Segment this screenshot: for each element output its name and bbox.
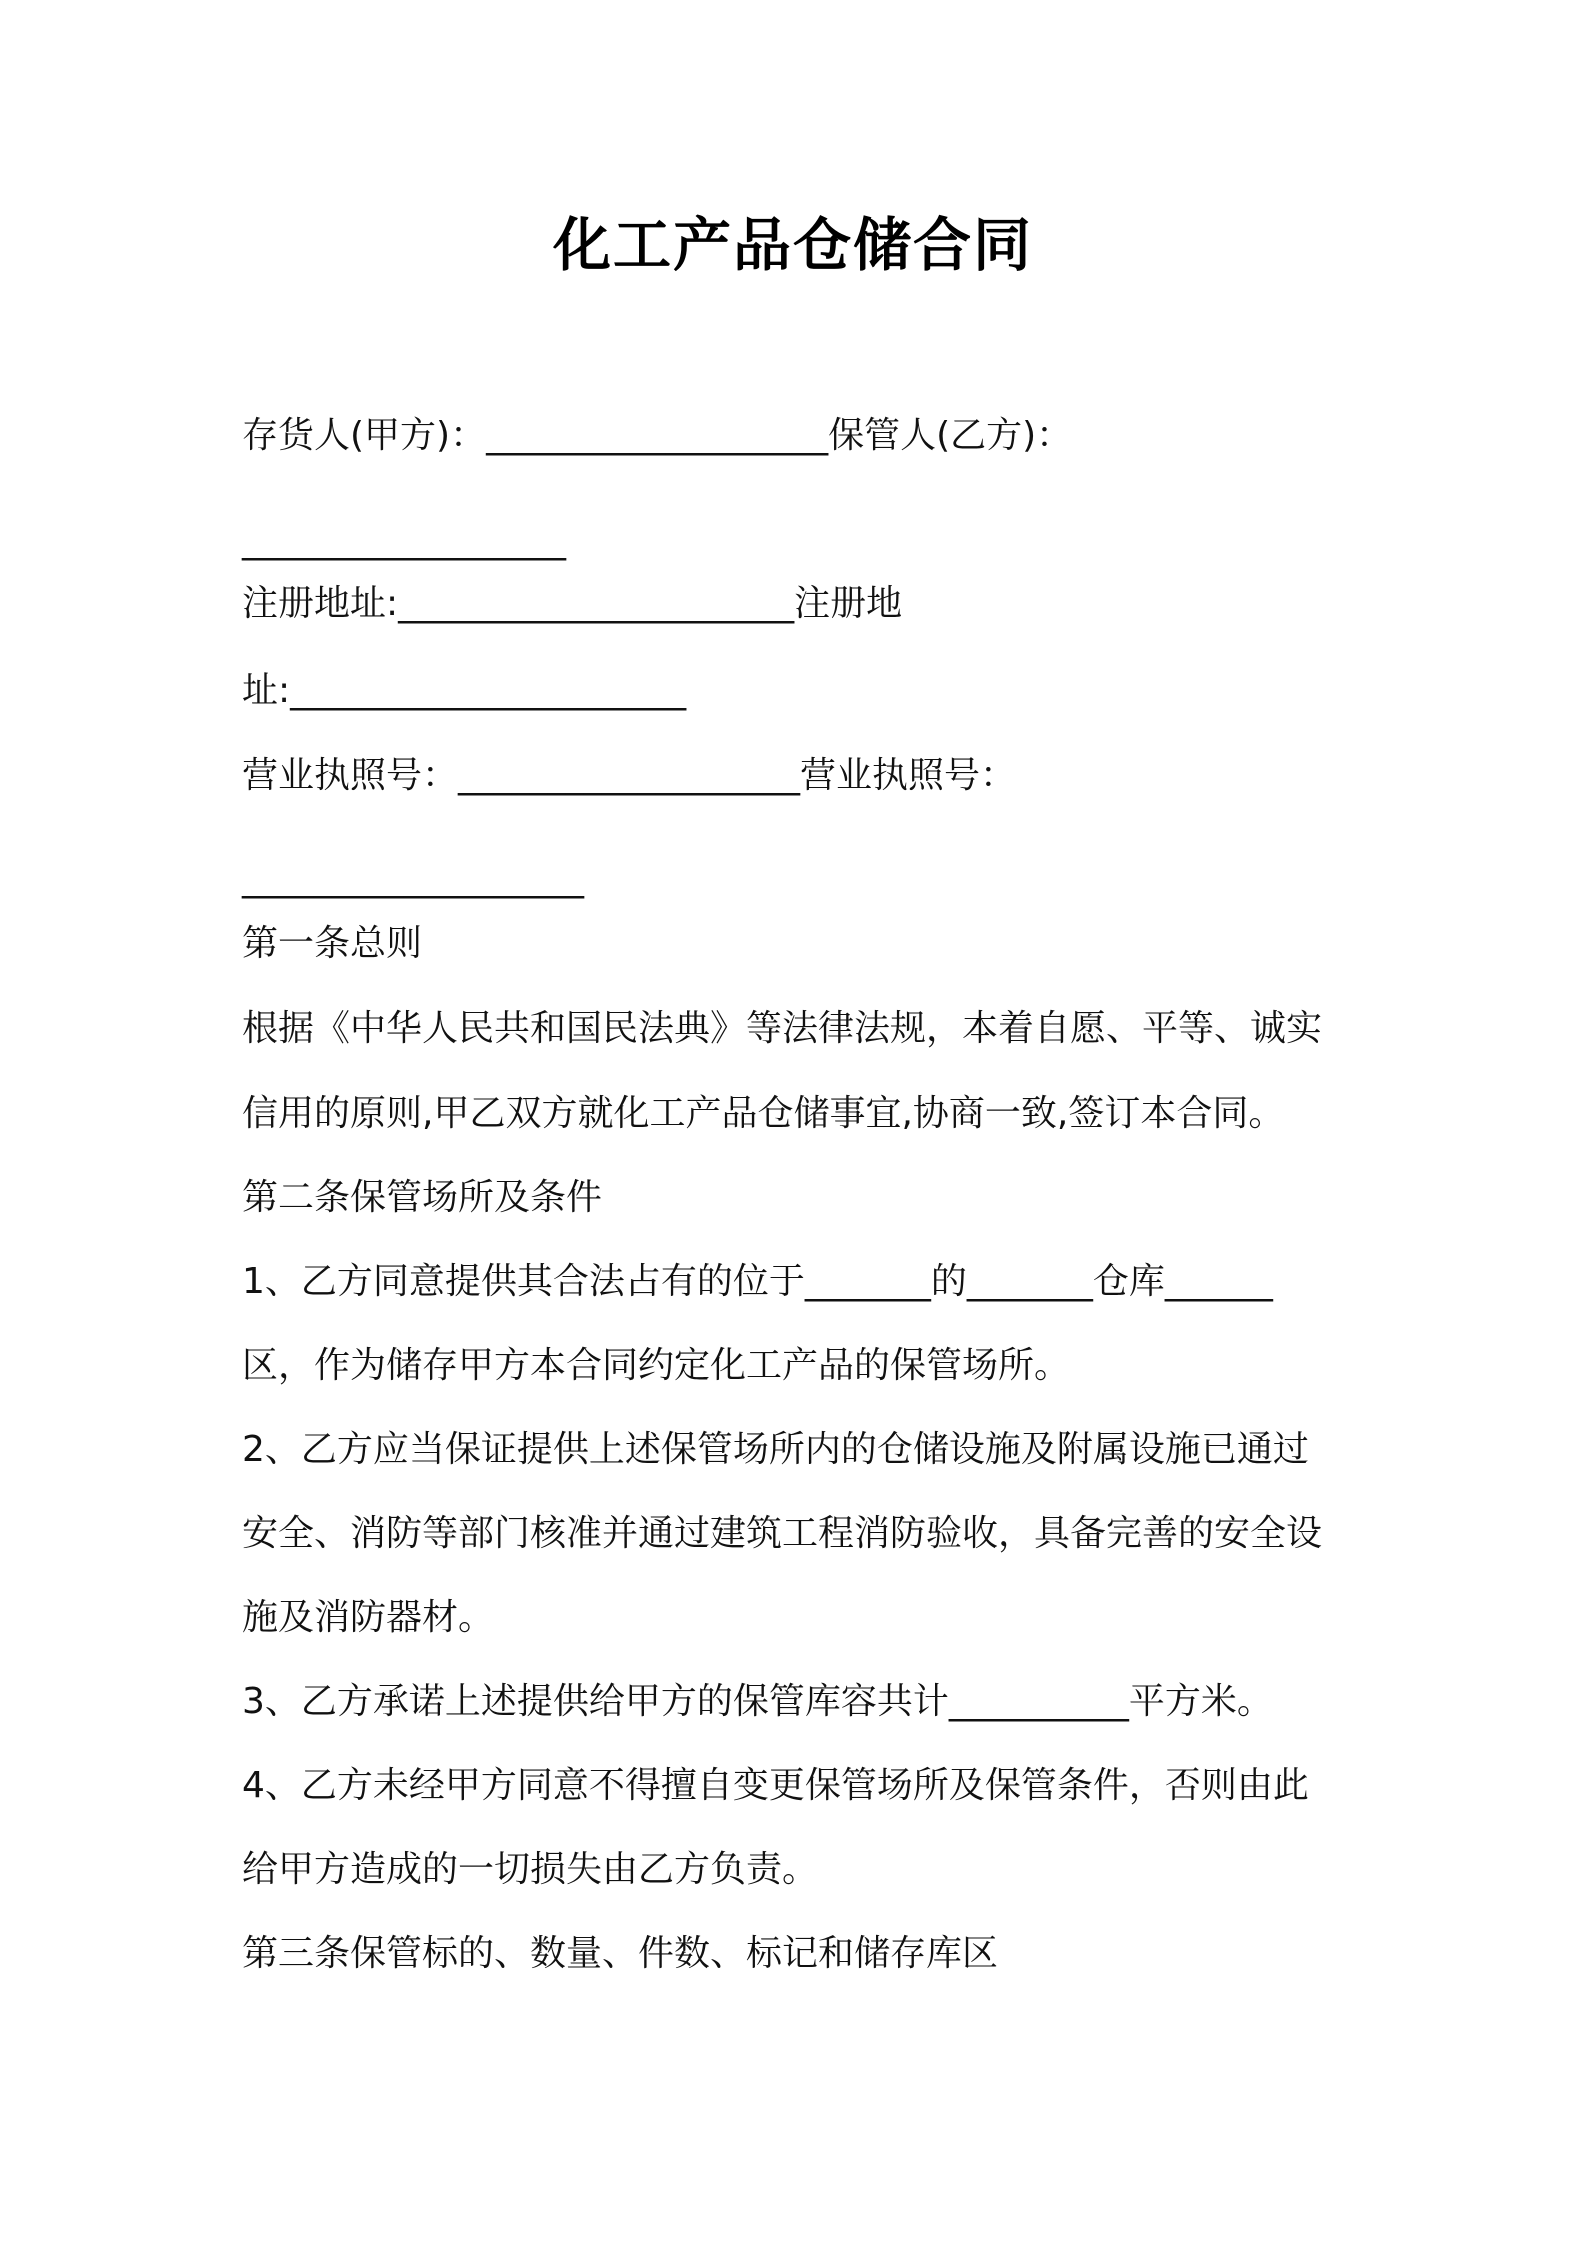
clause-2-3-text: 3、乙方承诺上述提供给甲方的保管库容共计__________平方米。 bbox=[242, 1681, 1273, 1722]
clause-2-1-text-1: 1、乙方同意提供其合法占有的位于_______的_______仓库______ bbox=[242, 1261, 1273, 1302]
clause-2-1-text-2: 区，作为储存甲方本合同约定化工产品的保管场所。 bbox=[242, 1345, 1071, 1386]
business-license-line: 营业执照号：___________________营业执照号： bbox=[242, 755, 1017, 796]
article-one-text-2: 信用的原则,甲乙双方就化工产品仓储事宜,协商一致,签订本合同。 bbox=[242, 1093, 1285, 1134]
document-title: 化工产品仓储合同 bbox=[552, 211, 1033, 279]
clause-2-2-text-2: 安全、消防等部门核准并通过建筑工程消防验收，具备完善的安全设 bbox=[242, 1513, 1323, 1554]
business-license-blank: ___________________ bbox=[242, 858, 584, 899]
registered-address-line: 注册地址:______________________注册地 bbox=[242, 583, 903, 624]
party-names-line: 存货人(甲方)：___________________保管人(乙方)： bbox=[242, 415, 1073, 456]
clause-2-4-text-2: 给甲方造成的一切损失由乙方负责。 bbox=[242, 1849, 819, 1890]
registered-address-continued: 址:______________________ bbox=[242, 670, 687, 711]
article-one-text-1: 根据《中华人民共和国民法典》等法律法规，本着自愿、平等、诚实 bbox=[242, 1008, 1323, 1049]
party-b-name-blank: __________________ bbox=[242, 520, 566, 561]
clause-2-2-text-1: 2、乙方应当保证提供上述保管场所内的仓储设施及附属设施已通过 bbox=[242, 1429, 1309, 1470]
clause-2-2-text-3: 施及消防器材。 bbox=[242, 1597, 495, 1638]
article-one-heading: 第一条总则 bbox=[242, 923, 423, 964]
article-two-heading: 第二条保管场所及条件 bbox=[242, 1177, 603, 1218]
clause-2-4-text-1: 4、乙方未经甲方同意不得擅自变更保管场所及保管条件，否则由此 bbox=[242, 1765, 1309, 1806]
article-three-heading: 第三条保管标的、数量、件数、标记和储存库区 bbox=[242, 1933, 999, 1974]
